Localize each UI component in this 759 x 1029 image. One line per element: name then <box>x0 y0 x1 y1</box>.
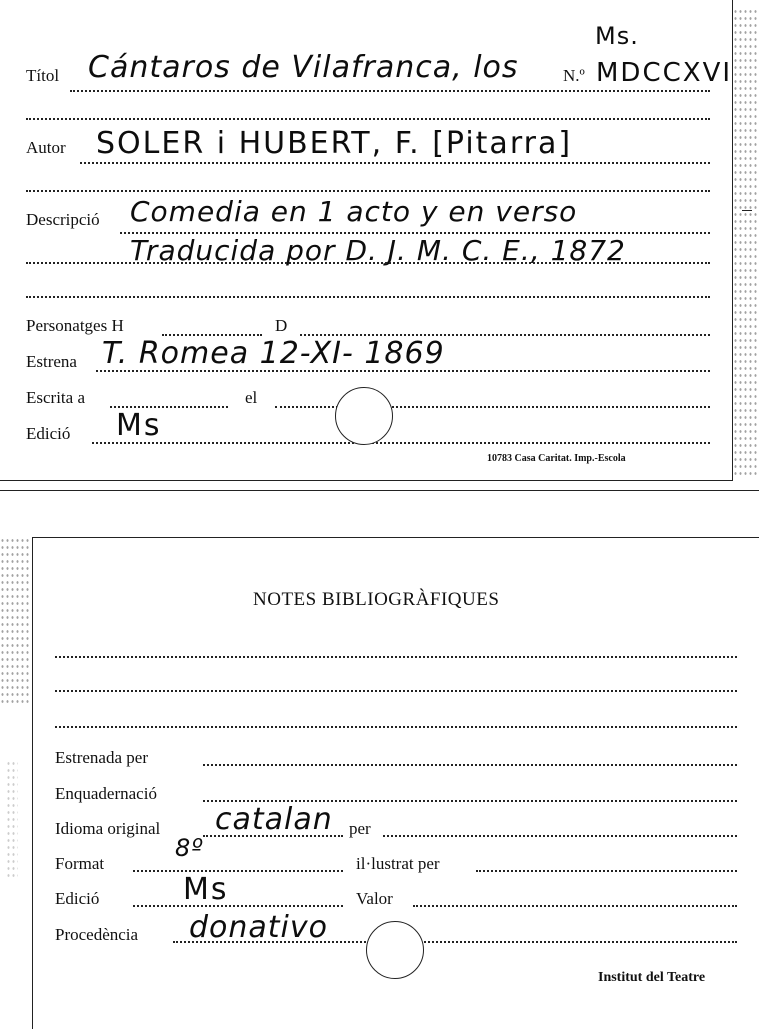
written-date-label: el <box>245 388 258 407</box>
card-edge-speckle <box>733 8 759 478</box>
format-value: 8º <box>175 834 204 862</box>
description-line-3 <box>26 296 710 298</box>
format-line <box>133 870 343 872</box>
description-value-2: Traducida por D. J. M. C. E., 1872 <box>130 234 626 267</box>
original-language-value: catalan <box>215 802 333 837</box>
printer-note: 10783 Casa Caritat. Imp.-Escola <box>487 453 626 464</box>
card-edge-speckle-left-2 <box>6 760 18 880</box>
author-line-2 <box>26 190 710 192</box>
premiered-by-label: Estrenada per <box>55 748 148 767</box>
title-value: Cántaros de Vilafranca, los <box>88 50 519 85</box>
edition-value: Ms <box>116 408 162 443</box>
translator-line <box>383 835 737 837</box>
illustrated-by-line <box>476 870 737 872</box>
format-label: Format <box>55 854 105 873</box>
notes-line-2 <box>55 690 737 692</box>
characters-label: Personatges H <box>26 316 124 335</box>
original-language-label: Idioma original <box>55 819 161 838</box>
punch-hole-back <box>366 921 424 979</box>
title-line-2 <box>26 118 710 120</box>
edge-tick <box>742 210 752 211</box>
provenance-line <box>173 941 737 943</box>
title-line <box>70 90 710 92</box>
binding-label: Enquadernació <box>55 784 157 803</box>
premiere-label: Estrena <box>26 352 77 371</box>
provenance-label: Procedència <box>55 925 139 944</box>
premiered-by-line <box>203 764 737 766</box>
number-label: N.º <box>563 66 585 85</box>
institution-name: Institut del Teatre <box>598 970 706 985</box>
manuscript-note: Ms. <box>595 22 639 50</box>
premiere-value: T. Romea 12-XI- 1869 <box>102 336 445 371</box>
characters-female-label: D <box>275 316 288 335</box>
punch-hole <box>335 387 393 445</box>
description-label: Descripció <box>26 210 100 229</box>
written-label: Escrita a <box>26 388 85 407</box>
author-line <box>80 162 710 164</box>
notes-heading: NOTES BIBLIOGRÀFIQUES <box>253 589 500 610</box>
original-language-line <box>203 835 343 837</box>
translator-label: per <box>349 819 371 838</box>
author-label: Autor <box>26 138 66 157</box>
value-label: Valor <box>356 889 393 908</box>
card-edge-speckle-left <box>0 537 30 707</box>
number-value: MDCCXVI <box>596 58 733 88</box>
author-value: SOLER i HUBERT, F. [Pitarra] <box>96 126 573 161</box>
notes-line-3 <box>55 726 737 728</box>
edition-line <box>92 442 710 444</box>
description-line-2 <box>26 262 710 264</box>
premiere-line <box>96 370 710 372</box>
edition-line-back <box>133 905 343 907</box>
illustrated-by-label: il·lustrat per <box>356 854 440 873</box>
value-line <box>413 905 737 907</box>
description-value-1: Comedia en 1 acto y en verso <box>130 195 578 228</box>
edition-value-back: Ms <box>183 872 229 907</box>
title-label: Títol <box>26 66 60 85</box>
card-separator <box>0 490 759 491</box>
edition-label: Edició <box>26 424 71 443</box>
catalog-card-back <box>32 537 759 1029</box>
provenance-value: donativo <box>189 910 329 945</box>
edition-label-back: Edició <box>55 889 100 908</box>
notes-line-1 <box>55 656 737 658</box>
catalog-card-front <box>0 0 733 481</box>
